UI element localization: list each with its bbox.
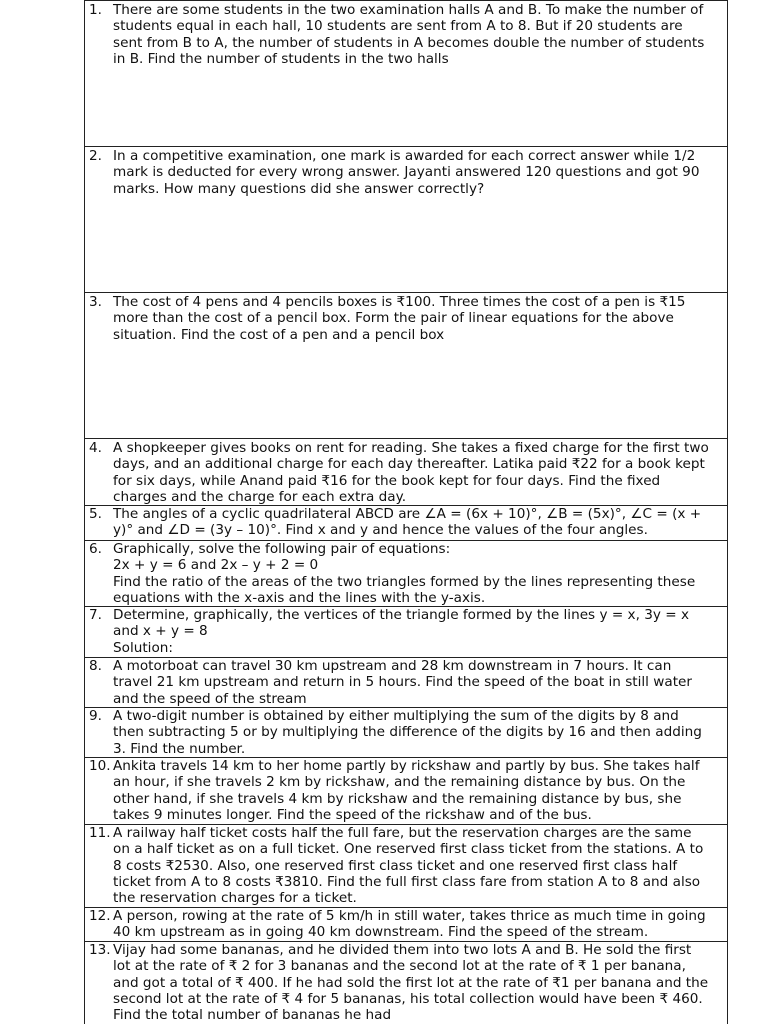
question-row-1 — [85, 0, 727, 146]
question-text: Vijay had some bananas, and he divided them into two lots A and B. He sold the first lot at the rate of ₹ 2 for 3 bananas and the second lot at the rate of ₹ 1 per banana, and got a total of ₹ 400. If he had sold the first lot at the rate of ₹1 per banana and the second lot at the rate of ₹ 4 for 5 bananas, his total collection would have been ₹ 460. Find the total number of bananas he had — [113, 942, 709, 1024]
question-text: A motorboat can travel 30 km upstream and 28 km downstream in 7 hours. It can travel 21 km upstream and return in 5 hours. Find the speed of the boat in still water and the speed of the stream — [113, 658, 693, 707]
question-number: 3. — [89, 294, 102, 310]
question-text: Ankita travels 14 km to her home partly by rickshaw and partly by bus. She takes half an hour, if she travels 2 km by rickshaw, and the remaining distance by bus. On the other hand, if she travels 4 km by rickshaw and the remaining distance by bus, she takes 9 minutes longer. Find the speed of the rickshaw and of the bus. — [113, 758, 700, 823]
question-number: 4. — [89, 440, 102, 456]
question-text: There are some students in the two examination halls A and B. To make the number of students equal in each hall, 10 students are sent from A to 8. But if 20 students are sent from B to A, the number of students in A becomes double the number of students in B. Find the number of students in the two halls — [113, 2, 705, 67]
question-row-10 — [85, 757, 727, 824]
question-text: The angles of a cyclic quadrilateral ABCD are ∠A = (6x + 10)°, ∠B = (5x)°, ∠C = (x + y)° and ∠D = (3y – 10)°. Find x and y and hence the values of the four angles. — [113, 506, 702, 539]
question-row-6 — [85, 540, 727, 606]
question-number: 9. — [89, 708, 102, 724]
question-row-5 — [85, 505, 727, 540]
question-number: 6. — [89, 541, 102, 557]
question-number: 1. — [89, 2, 102, 18]
question-text: A railway half ticket costs half the full fare, but the reservation charges are the same on a half ticket as on a full ticket. One reserved first class ticket from the stations. A to 8 costs ₹2530. Also, one reserved first class ticket and one reserved first class half ticket from A to 8 costs ₹3810. Find the full first class fare from station A to 8 and also the reservation charges for a ticket. — [113, 825, 704, 907]
question-number: 11. — [89, 825, 111, 841]
question-text: A two-digit number is obtained by either multiplying the sum of the digits by 8 and then subtracting 5 or by multiplying the difference of the digits by 16 and then adding 3. Find the number. — [113, 708, 702, 757]
question-row-12 — [85, 907, 727, 941]
question-number: 7. — [89, 607, 102, 623]
question-row-13 — [85, 941, 727, 1024]
worksheet-table — [84, 0, 728, 1024]
question-row-4 — [85, 438, 727, 505]
question-number: 13. — [89, 942, 111, 958]
question-row-11 — [85, 824, 727, 907]
question-row-2 — [85, 146, 727, 292]
question-number: 5. — [89, 506, 102, 522]
question-row-3 — [85, 292, 727, 438]
question-text: A shopkeeper gives books on rent for reading. She takes a fixed charge for the first two days, and an additional charge for each day thereafter. Latika paid ₹22 for a book kept for six days, while Anand paid ₹16 for the book kept for four days. Find the fixed charges and the charge for each extra day. — [113, 440, 709, 505]
question-number: 2. — [89, 148, 102, 164]
question-number: 10. — [89, 758, 111, 774]
question-text: Determine, graphically, the vertices of the triangle formed by the lines y = x, 3y = x and x + y = 8 Solution: — [113, 607, 689, 656]
question-text: In a competitive examination, one mark is awarded for each correct answer while 1/2 mark is deducted for every wrong answer. Jayanti answered 120 questions and got 90 marks. How many questions did she answer correctly? — [113, 148, 700, 197]
question-row-8 — [85, 657, 727, 707]
question-number: 8. — [89, 658, 102, 674]
question-row-9 — [85, 707, 727, 757]
question-text: A person, rowing at the rate of 5 km/h in still water, takes thrice as much time in going 40 km upstream as in going 40 km downstream. Find the speed of the stream. — [113, 908, 706, 941]
question-row-7 — [85, 606, 727, 657]
question-text: The cost of 4 pens and 4 pencils boxes is ₹100. Three times the cost of a pen is ₹15 more than the cost of a pencil box. Form the pair of linear equations for the above situation. Find the cost of a pen and a pencil box — [113, 294, 686, 343]
question-text: Graphically, solve the following pair of equations: 2x + y = 6 and 2x – y + 2 = 0 Find the ratio of the areas of the two triangles formed by the lines representing these equations with the x-axis and the lines with the y-axis. — [113, 541, 696, 606]
question-number: 12. — [89, 908, 111, 924]
